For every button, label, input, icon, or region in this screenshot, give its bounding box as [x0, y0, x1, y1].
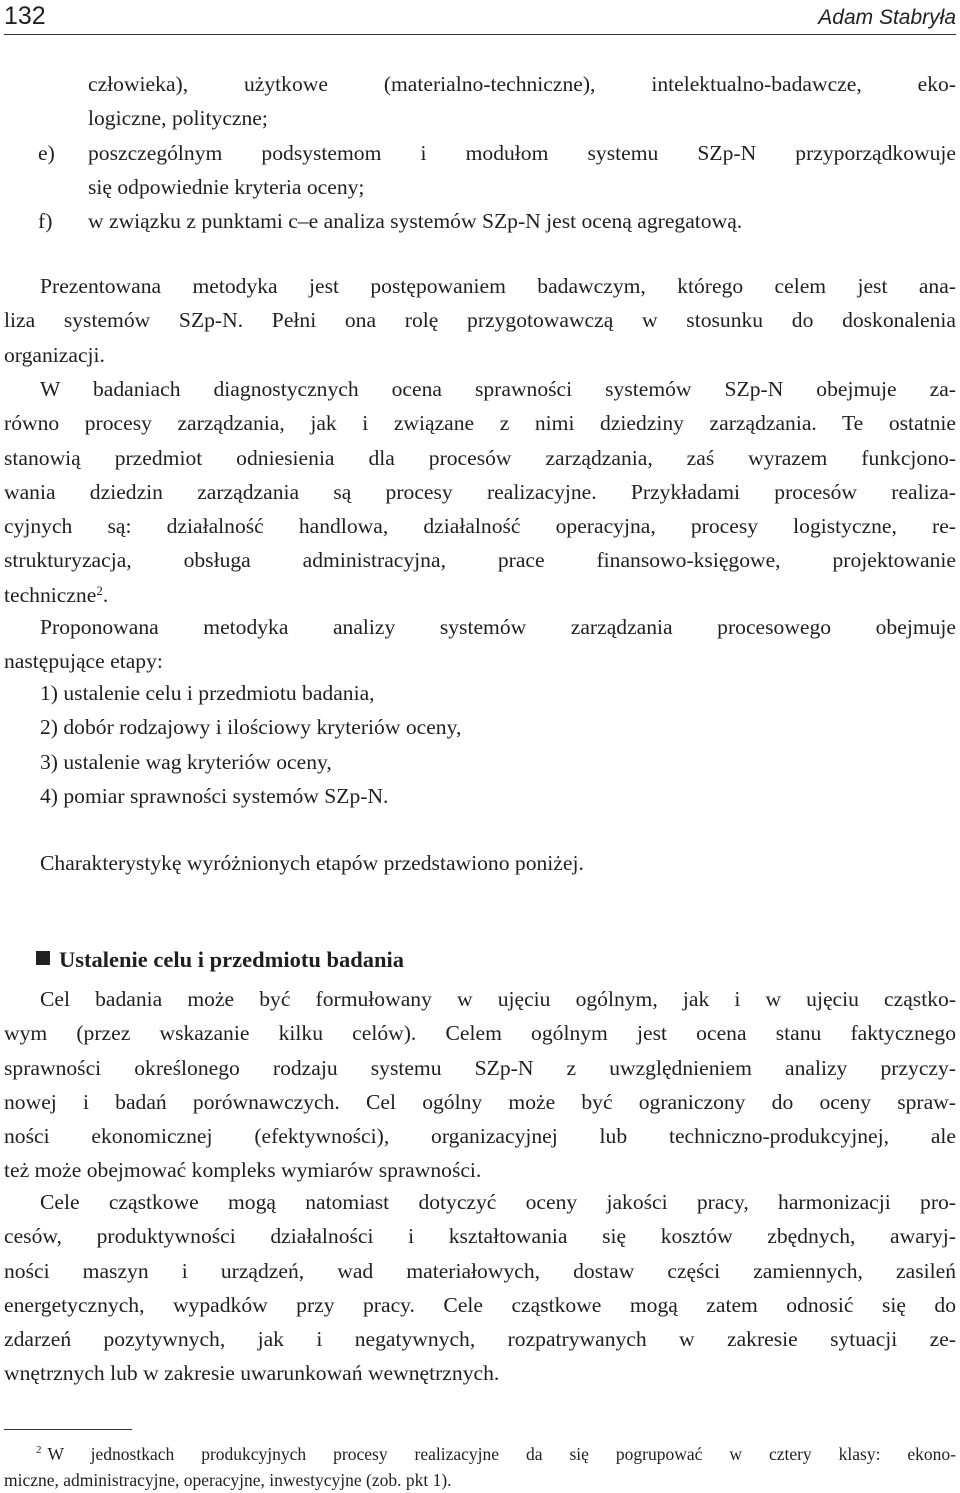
list-item: 1) ustalenie celu i przedmiotu badania,: [40, 681, 375, 705]
paragraph-diagnostics: W badaniach diagnostycznych ocena sprawności systemów SZp-N obejmuje za- równo procesy zarządzania, jak i związane z nimi dziedziny zarządzania. Te ostatnie stanowią przedmiot odniesienia dla procesów zarządzania, zaś wyrazem funkcjono- wania dziedzin zarządzania są procesy realizacyjne. Przykładami procesów realiza- cyjnych są: działalność handlowa, działalność operacyjna, procesy logistyczne, re- strukturyzacja, obsługa administracyjna, prace finansowo-księgowe, projektowanie techniczne$^2$.: [4, 377, 956, 607]
footnote-separator: [4, 1429, 132, 1430]
list-item: logiczne, polityczne;: [88, 106, 268, 131]
square-bullet-icon: [36, 951, 50, 965]
paragraph-partial-goals: Cele cząstkowe mogą natomiast dotyczyć oceny jakości pracy, harmonizacji pro- cesów, produktywności działalności i kształtowania się kosztów zbędnych, awaryj- ności maszyn i urządzeń, wad materiałowych, dostaw części zamiennych, zasileń energetycznych, wypadków przy pracy. Cele cząstkowe mogą zatem odnosić się do zdarzeń pozytywnych, jak i negatywnych, rozpatrywanych w zakresie sytuacji ze- wnętrznych lub w zakresie uwarunkowań wewnętrznych.: [4, 1190, 956, 1386]
list-item-label: e): [38, 140, 55, 165]
list-item: 3) ustalenie wag kryteriów oceny,: [40, 749, 332, 774]
footnote-mark: 2: [36, 1444, 42, 1456]
list-item: e) poszczególnym podsystemom i modułom systemu SZp-N przyporządkowuje: [4, 136, 956, 170]
list-item: f) w związku z punktami c–e analiza systemów SZp-N jest oceną agregatową.: [4, 204, 956, 238]
paragraph-stages-intro: Proponowana metodyka analizy systemów zarządzania procesowego obejmuje następujące etapy:: [4, 615, 956, 674]
running-head-author: Adam Stabryła: [818, 6, 956, 29]
paragraph-methodology: Prezentowana metodyka jest postępowaniem badawczym, którego celem jest ana- liza systemów SZp-N. Pełni ona rolę przygotowawczą w stosunku do doskonalenia organizacji.: [4, 274, 956, 367]
paragraph-research-goal: Cel badania może być formułowany w ujęciu ogólnym, jak i w ujęciu cząstko- wym (przez wskazanie kilku celów). Celem ogólnym jest ocena stanu faktycznego sprawności określonego rodzaju systemu SZp-N z uwzględnieniem analizy przyczy- nowej i badań porównawczych. Cel ogólny może być ograniczony do oceny spraw- ności ekonomicznej (efektywności), organizacyjnej lub techniczno-produkcyjnej, ale też może obejmować kompleks wymiarów sprawności.: [4, 987, 956, 1183]
stages-list: [4, 676, 956, 813]
paragraph-summary: Charakterystykę wyróżnionych etapów przedstawiono poniżej.: [40, 851, 584, 875]
page-header: [4, 0, 956, 35]
list-item-label: f): [38, 209, 53, 234]
page-number: 132: [4, 2, 46, 30]
list-item: się odpowiednie kryteria oceny;: [88, 174, 365, 199]
list-item: 4) pomiar sprawności systemów SZp-N.: [40, 783, 389, 808]
list-item: człowieka), użytkowe (materialno-techniczne), intelektualno-badawcze, eko-: [88, 72, 956, 96]
section-heading: Ustalenie celu i przedmiotu badania: [36, 947, 404, 973]
footnote-reference: 2: [96, 582, 103, 598]
list-item: 2) dobór rodzajowy i ilościowy kryteriów oceny,: [40, 715, 462, 740]
criteria-list-continued: [4, 67, 956, 238]
footnote: $^2$ W jednostkach produkcyjnych procesy realizacyjne da się pogrupować w cztery klasy: ekono- miczne, administracyjne, operacyjne, inwestycyjne (zob. pkt 1).: [4, 1444, 956, 1490]
